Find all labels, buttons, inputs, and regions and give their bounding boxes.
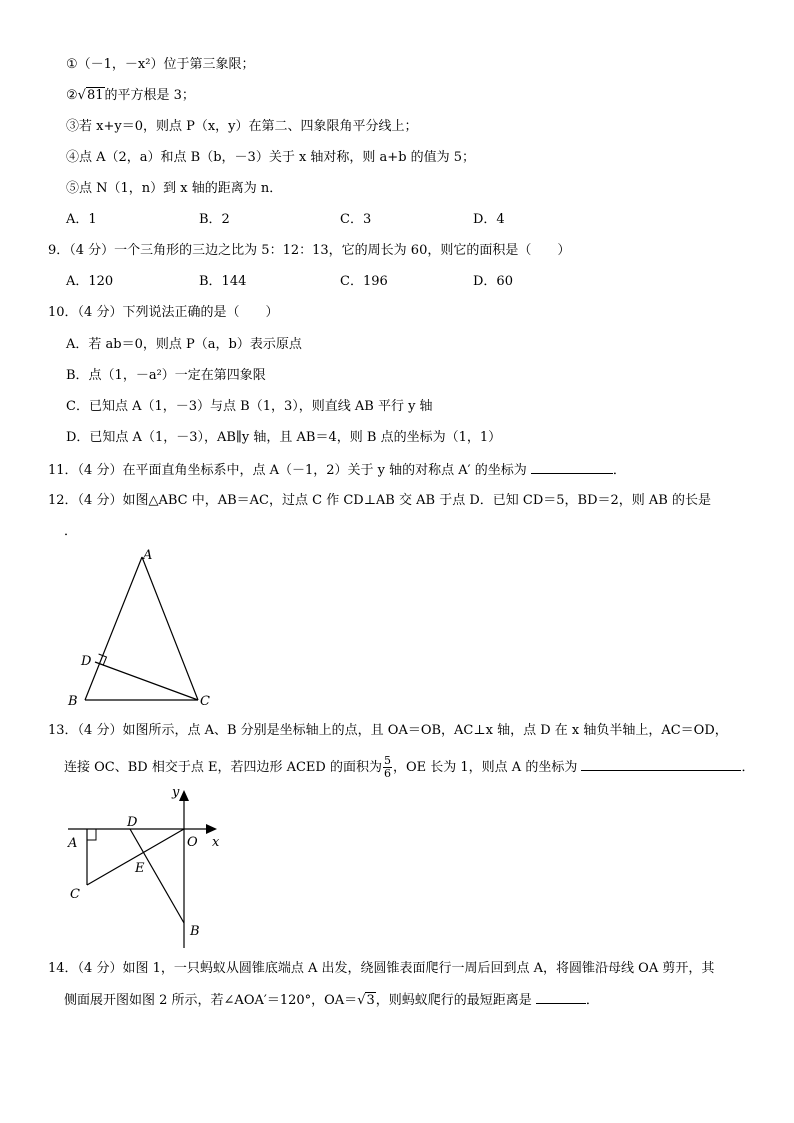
label-d: D [81, 654, 92, 669]
statement-4: ④点 A（2，a）和点 B（b，－3）关于 x 轴对称，则 a+b 的值为 5； [66, 150, 476, 165]
q9-option-a: A．120 [66, 274, 114, 289]
q14-stem-line2 [64, 991, 599, 1010]
q8-option-a: A．1 [66, 212, 97, 227]
segment-cd [95, 662, 198, 700]
q10-stem: 10．（4 分）下列说法正确的是（ ） [48, 305, 279, 320]
q11-text: 11．（4 分）在平面直角坐标系中，点 A（－1，2）关于 y 轴的对称点 A′ 的坐标为 [48, 463, 527, 478]
statement-1: ①（－1，－x²）位于第三象限； [66, 57, 255, 72]
q12-end: ． [64, 524, 78, 539]
label-c: C [70, 887, 80, 902]
q13-answer-blank[interactable] [581, 758, 741, 771]
label-y: y [172, 785, 180, 800]
q10-option-a: A．若 ab＝0，则点 P（a，b）表示原点 [66, 337, 302, 352]
q13-figure [60, 780, 230, 955]
q11-end: ． [612, 463, 626, 478]
q14-text-a: 侧面展开图如图 2 所示，若∠AOA′＝120°，OA＝ [64, 993, 358, 1008]
fraction-denominator: 6 [383, 767, 391, 780]
fraction-five-sixths [383, 755, 392, 780]
q14-stem-line1: 14．（4 分）如图 1，一只蚂蚁从圆锥底端点 A 出发，绕圆锥表面爬行一周后回到点 A，将圆锥沿母线 OA 剪开，其 [48, 961, 715, 976]
q10-option-b: B．点（1，－a²）一定在第四象限 [66, 368, 266, 383]
q11-stem [48, 461, 626, 480]
fraction-numerator: 5 [383, 754, 391, 767]
q12-stem: 12．（4 分）如图△ABC 中，AB＝AC，过点 C 作 CD⊥AB 交 AB 于点 D．已知 CD＝5，BD＝2，则 AB 的长是 [48, 493, 711, 508]
statement-2 [66, 87, 195, 105]
q13-end: ． [741, 760, 755, 775]
q9-option-c: C．196 [340, 274, 388, 289]
statement-3: ③若 x+y＝0，则点 P（x，y）在第二、四象限角平分线上； [66, 119, 418, 134]
q13-text-b: ，OE 长为 1，则点 A 的坐标为 [392, 760, 578, 775]
q9-stem: 9．（4 分）一个三角形的三边之比为 5：12：13，它的周长为 60，则它的面积是（ ） [48, 243, 571, 258]
label-a: A [68, 836, 78, 851]
q9-option-b: B．144 [199, 274, 247, 289]
q10-option-d: D．已知点 A（1，－3），AB∥y 轴，且 AB＝4，则 B 点的坐标为（1，1） [66, 430, 502, 445]
label-d: D [127, 815, 138, 830]
y-axis-arrow [179, 790, 189, 801]
q11-answer-blank[interactable] [531, 461, 613, 474]
segment-bd [130, 829, 184, 923]
label-e: E [135, 861, 145, 876]
x-axis-arrow [206, 824, 217, 834]
label-a: A [143, 548, 153, 563]
right-angle-mark [87, 829, 96, 840]
statement-5: ⑤点 N（1，n）到 x 轴的距离为 n． [66, 181, 283, 196]
label-x: x [212, 835, 220, 850]
q13-text-a: 连接 OC、BD 相交于点 E，若四边形 ACED 的面积为 [64, 760, 382, 775]
label-c: C [200, 694, 210, 709]
side-ac [142, 557, 198, 700]
q12-figure [60, 545, 220, 710]
sqrt-radicand: 81 [86, 88, 104, 103]
q9-option-d: D．60 [473, 274, 513, 289]
q14-text-b: ，则蚂蚁爬行的最短距离是 [375, 993, 532, 1008]
sqrt-symbol: √81 [77, 88, 104, 103]
q13-stem-line1: 13．（4 分）如图所示，点 A、B 分别是坐标轴上的点，且 OA＝OB，AC⊥x 轴，点 D 在 x 轴负半轴上，AC＝OD， [48, 723, 728, 738]
q13-stem-line2 [64, 755, 754, 780]
q8-option-c: C．3 [340, 212, 372, 227]
statement-2-marker: ② [66, 88, 78, 103]
label-b: B [68, 694, 78, 709]
side-ab [85, 557, 142, 700]
q14-answer-blank[interactable] [536, 991, 586, 1004]
q10-option-c: C．已知点 A（1，－3）与点 B（1，3），则直线 AB 平行 y 轴 [66, 399, 433, 414]
sqrt-symbol: √3 [357, 993, 375, 1008]
label-b: B [190, 924, 200, 939]
q14-end: ． [585, 993, 599, 1008]
sqrt-radicand: 3 [366, 993, 375, 1008]
statement-2-text: 的平方根是 3； [104, 88, 195, 103]
q8-option-b: B．2 [199, 212, 230, 227]
label-o: O [187, 835, 198, 850]
q8-option-d: D．4 [473, 212, 505, 227]
